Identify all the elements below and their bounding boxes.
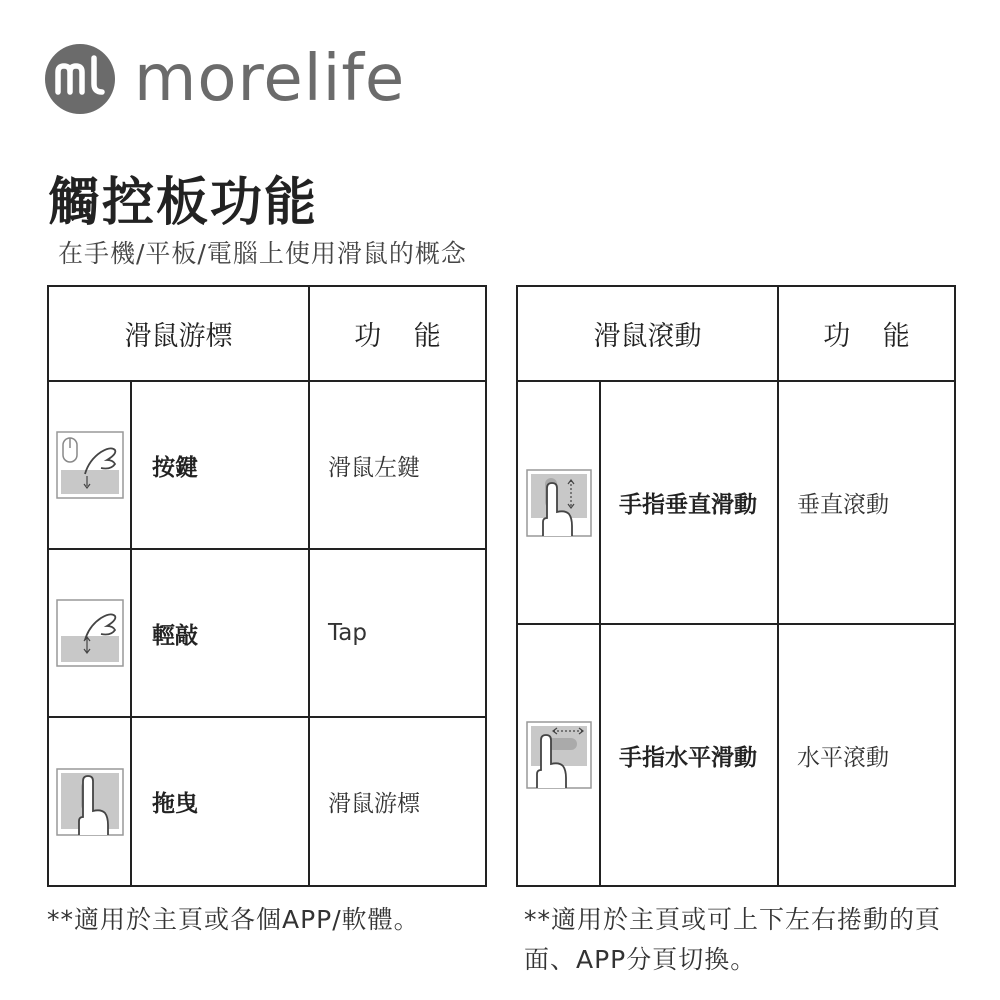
table-row [517,381,955,624]
footnote-right: **適用於主頁或可上下左右捲動的頁面、APP分頁切換。 [524,905,942,974]
page-title: 觸控板功能 [48,173,319,233]
brand-name: morelife [134,42,406,116]
action-label: 按鍵 [131,381,309,549]
header-function: 功 能 [309,286,486,381]
function-label: 水平滾動 [778,624,955,886]
function-label: 滑鼠游標 [309,717,486,886]
function-label: Tap [309,549,486,717]
finger-horizontal-swipe-icon [517,624,600,886]
table-row [48,549,486,717]
finger-vertical-swipe-icon [517,381,600,624]
table-row [517,624,955,886]
table-header-row [517,286,955,381]
finger-press-mouse-icon [48,381,131,549]
finger-tap-icon [48,549,131,717]
function-label: 滑鼠左鍵 [309,381,486,549]
brand-logo [40,42,405,116]
function-label: 垂直滾動 [778,381,955,624]
header-scroll: 滑鼠滾動 [517,286,778,381]
table-row [48,381,486,549]
action-label: 輕敲 [131,549,309,717]
footnote-left: **適用於主頁或各個APP/軟體。 [47,905,420,934]
scroll-function-table [516,285,956,887]
page-subtitle: 在手機/平板/電腦上使用滑鼠的概念 [58,239,467,268]
table-header-row [48,286,486,381]
table-row [48,717,486,886]
action-label: 手指水平滑動 [600,624,778,886]
action-label: 拖曳 [131,717,309,886]
header-function: 功 能 [778,286,955,381]
morelife-logo-icon [40,42,120,116]
header-cursor: 滑鼠游標 [48,286,309,381]
action-label: 手指垂直滑動 [600,381,778,624]
finger-drag-icon [48,717,131,886]
cursor-function-table [47,285,487,887]
